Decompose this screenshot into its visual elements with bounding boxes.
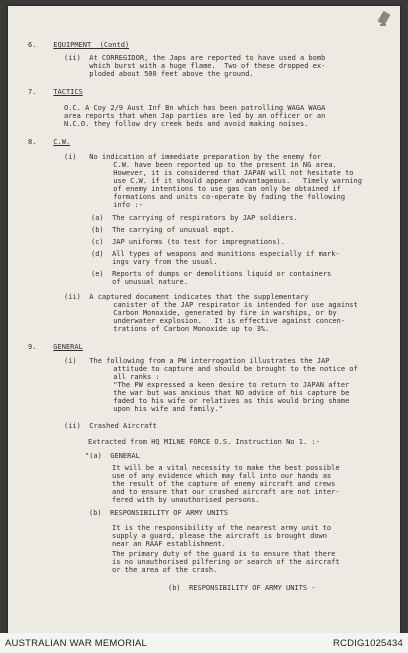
document-line: (i) The following from a PW interrogation illustrates the JAP: [64, 357, 330, 365]
document-line: (b) RESPONSIBILITY OF ARMY UNITS: [89, 509, 229, 517]
document-line: or the area of the crash.: [112, 566, 218, 574]
document-line: is no unauthorised pilfering or search of the aircraft: [112, 558, 340, 566]
document-line: of unusual nature.: [91, 278, 188, 286]
document-line: of enemy intentions to use gas can only be obtained if: [88, 185, 341, 193]
document-line: ploded about 500 feet above the ground.: [64, 70, 254, 78]
document-line: 9. GENERAL: [28, 343, 83, 351]
document-line: (i) No indication of immediate preparation by the enemy for: [64, 153, 322, 161]
document-line: (e) Reports of dumps or demolitions liquid or containers: [91, 270, 332, 278]
document-line: upon his wife and family.": [88, 405, 223, 413]
document-line: formations and units co-operate by fading the following: [88, 193, 346, 201]
document-line: faded to his wife or relatives as this would bring shame: [88, 397, 350, 405]
document-line: the result of the capture of enemy aircraft and crews: [112, 480, 336, 488]
document-line: (c) JAP uniforms (to test for impregnations).: [91, 238, 285, 246]
document-line: N.C.O. they follow dry creek beds and avoid making noises.: [64, 120, 309, 128]
document-line: info :-: [88, 201, 143, 209]
archive-id: RCDIG1025434: [333, 638, 403, 649]
archive-footer: [0, 633, 408, 653]
document-line: Extracted from HQ MILNE FORCE O.S. Instruction No 1. :-: [88, 438, 320, 446]
document-line: (ii) A captured document indicates that the supplementary: [64, 293, 309, 301]
document-line: (ii) At CORREGIDOR, the Japs are reported to have used a bomb: [64, 54, 326, 62]
document-line: near an RAAF establishment.: [112, 540, 226, 548]
document-line: ings vary from the usual.: [91, 258, 218, 266]
document-line: trations of Carbon Monoxide up to 3%.: [88, 325, 270, 333]
document-line: (a) The carrying of respirators by JAP soldiers.: [91, 214, 298, 222]
document-line: use of any evidence which may fall into our hands as: [112, 472, 332, 480]
document-line: "The PW expressed a keen desire to return to JAPAN after: [88, 381, 350, 389]
document-line: area reports that when Jap parties are led by an officer or an: [64, 112, 326, 120]
document-line: 6. EQUIPMENT (Contd): [28, 41, 130, 49]
document-line: use C.W. if it should appear advantageous. Timely warning: [88, 177, 362, 185]
document-line: canister of the JAP respirator is intended for use against: [88, 301, 358, 309]
document-line: 7. TACTICS: [28, 88, 83, 96]
document-line: "(a) GENERAL: [85, 452, 140, 460]
document-line: and to ensure that our crashed aircraft are not inter-: [112, 488, 340, 496]
document-line: Carbon Monoxide, generated by fire in warships, or by: [88, 309, 337, 317]
document-line: (ii) Crashed Aircraft: [64, 422, 157, 430]
staple-mark: [380, 24, 386, 26]
document-page: [8, 6, 400, 633]
document-line: It is the responsibility of the nearest army unit to: [112, 524, 332, 532]
document-line: supply a guard, please the aircraft is brought down: [112, 532, 327, 540]
document-line: underwater explosion. It is effective against concen-: [88, 317, 346, 325]
document-line: However, it is considered that JAPAN will not hesitate to: [88, 169, 354, 177]
document-line: all ranks :: [88, 373, 160, 381]
document-line: 8. C.W.: [28, 138, 71, 146]
document-line: The primary duty of the guard is to ensure that there: [112, 550, 336, 558]
document-line: the war but was anxious that NO advice of his capture be: [88, 389, 350, 397]
document-line: It will be a vital necessity to make the best possible: [112, 464, 340, 472]
archive-name: AUSTRALIAN WAR MEMORIAL: [5, 638, 148, 649]
document-line: which burst with a huge flame. Two of these dropped ex-: [64, 62, 326, 70]
document-line: attitude to capture and should be brought to the notice of: [88, 365, 358, 373]
document-line: fered with by unauthorised persons.: [112, 496, 260, 504]
document-line: O.C. A Coy 2/9 Aust Inf Bn which has been patrolling WAGA WAGA: [64, 104, 326, 112]
document-line: (d) All types of weapons and munitions especially if mark-: [91, 250, 340, 258]
document-line: C.W. have been reported up to the present in NG area.: [88, 161, 337, 169]
document-line: (b) The carrying of unusual eqpt.: [91, 226, 235, 234]
document-line: (b) RESPONSIBILITY OF ARMY UNITS -: [168, 584, 316, 592]
